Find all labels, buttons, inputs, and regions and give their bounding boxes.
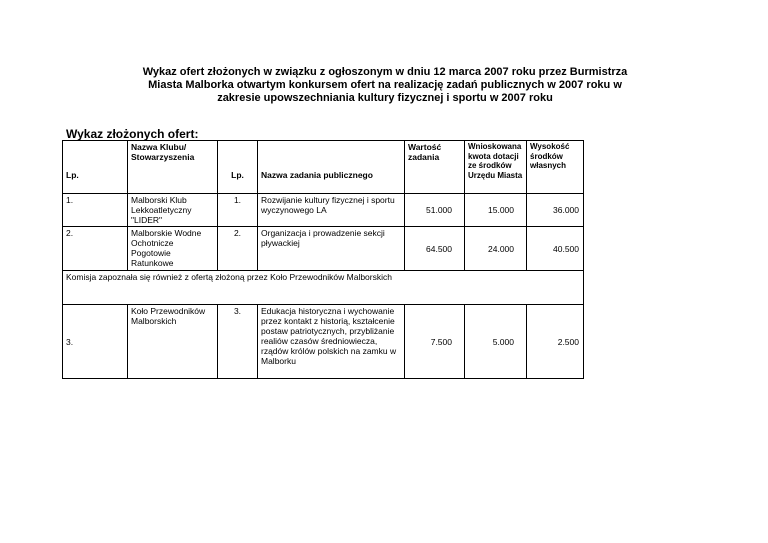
row-2-own: 40.500 [527, 227, 584, 271]
row-3-requested: 5.000 [465, 305, 527, 379]
offers-subheading: Wykaz złożonych ofert: [66, 127, 199, 141]
note-row [63, 271, 584, 305]
header-row [63, 141, 584, 194]
row-2-lp: 2. [63, 227, 128, 271]
row-3-club: Koło Przewodników Malborskich [128, 305, 218, 379]
row-2-club: Malborskie Wodne Ochotnicze Pogotowie Ratunkowe [128, 227, 218, 271]
row-1-requested: 15.000 [465, 194, 527, 227]
row-1-own: 36.000 [527, 194, 584, 227]
row-1-lp: 1. [63, 194, 128, 227]
row-2-value: 64.500 [405, 227, 465, 271]
header-requested: Wnioskowana kwota dotacji ze środków Urzędu Miasta [465, 141, 527, 194]
row-3-value: 7.500 [405, 305, 465, 379]
table-row [63, 194, 584, 227]
header-club: Nazwa Klubu/ Stowarzyszenia [128, 141, 218, 194]
header-task: Nazwa zadania publicznego [258, 141, 405, 194]
document-title [80, 66, 690, 105]
row-1-club: Malborski Klub Lekkoatletyczny "LIDER" [128, 194, 218, 227]
row-3-lp2: 3. [218, 305, 258, 379]
row-1-lp2: 1. [218, 194, 258, 227]
row-2-lp2: 2. [218, 227, 258, 271]
table-row [63, 227, 584, 271]
offers-table [62, 140, 584, 379]
row-2-requested: 24.000 [465, 227, 527, 271]
row-3-lp: 3. [63, 305, 128, 379]
header-lp: Lp. [63, 141, 128, 194]
title-line-3: zakresie upowszechniania kultury fizycznej i sportu w 2007 roku [217, 92, 553, 104]
row-2-task: Organizacja i prowadzenie sekcji pływackiej [258, 227, 405, 271]
header-own: Wysokość środków własnych [527, 141, 584, 194]
header-value: Wartość zadania [405, 141, 465, 194]
header-lp2: Lp. [218, 141, 258, 194]
row-1-task: Rozwijanie kultury fizycznej i sportu wyczynowego LA [258, 194, 405, 227]
row-3-task: Edukacja historyczna i wychowanie przez kontakt z historią, kształcenie postaw patriotycznych, przybliżanie realiów czasów średniowiecza, rządów królów polskich na zamku w Malborku [258, 305, 405, 379]
table-note: Komisja zapoznała się również z ofertą złożoną przez Koło Przewodników Malborskich [63, 271, 584, 305]
row-3-own: 2.500 [527, 305, 584, 379]
title-line-2: Miasta Malborka otwartym konkursem ofert na realizację zadań publicznych w 2007 roku w [148, 79, 622, 91]
table-row [63, 305, 584, 379]
title-line-1: Wykaz ofert złożonych w związku z ogłoszonym w dniu 12 marca 2007 roku przez Burmistrza [142, 66, 628, 78]
row-1-value: 51.000 [405, 194, 465, 227]
